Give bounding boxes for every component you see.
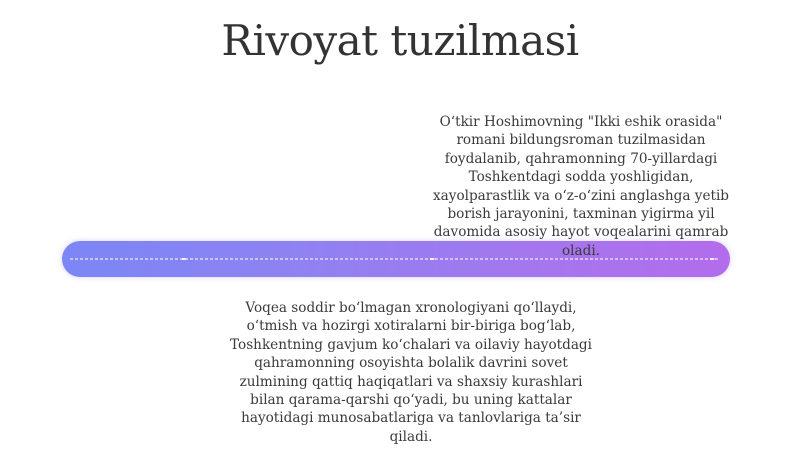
slide-title: Rivoyat tuzilmasi xyxy=(221,16,579,65)
narrative-structure-bottom-text: Voqea soddir bo‘lmagan xronologiyani qo‘llaydi, o‘tmish va hozirgi xotiralarni bir-biriga bog‘lab, Toshkentning gavjum ko‘chalari va oilaviy hayotdagi qahramonning osoyishta bolalik davrini sovet zulmining qattiq haqiqatlari va shaxsiy kurashlari bilan qarama-qarshi qo‘yadi, bu uning kattalar hayotidagi munosabatlariga va tanlovlariga ta’sir qiladi. xyxy=(230,300,592,445)
narrative-structure-top-text: O‘tkir Hoshimovning "Ikki eshik orasida" romani bildungsroman tuzilmasidan foydalanib, qahramonning 70-yillardagi Toshkentdagi sodda yoshligidan, xayolparastlik va o‘z-o‘zini anglashga yetib borish jarayonini, taxminan yigirma yil davomida asosiy hayot voqealarini qamrab oladi. xyxy=(433,114,729,259)
